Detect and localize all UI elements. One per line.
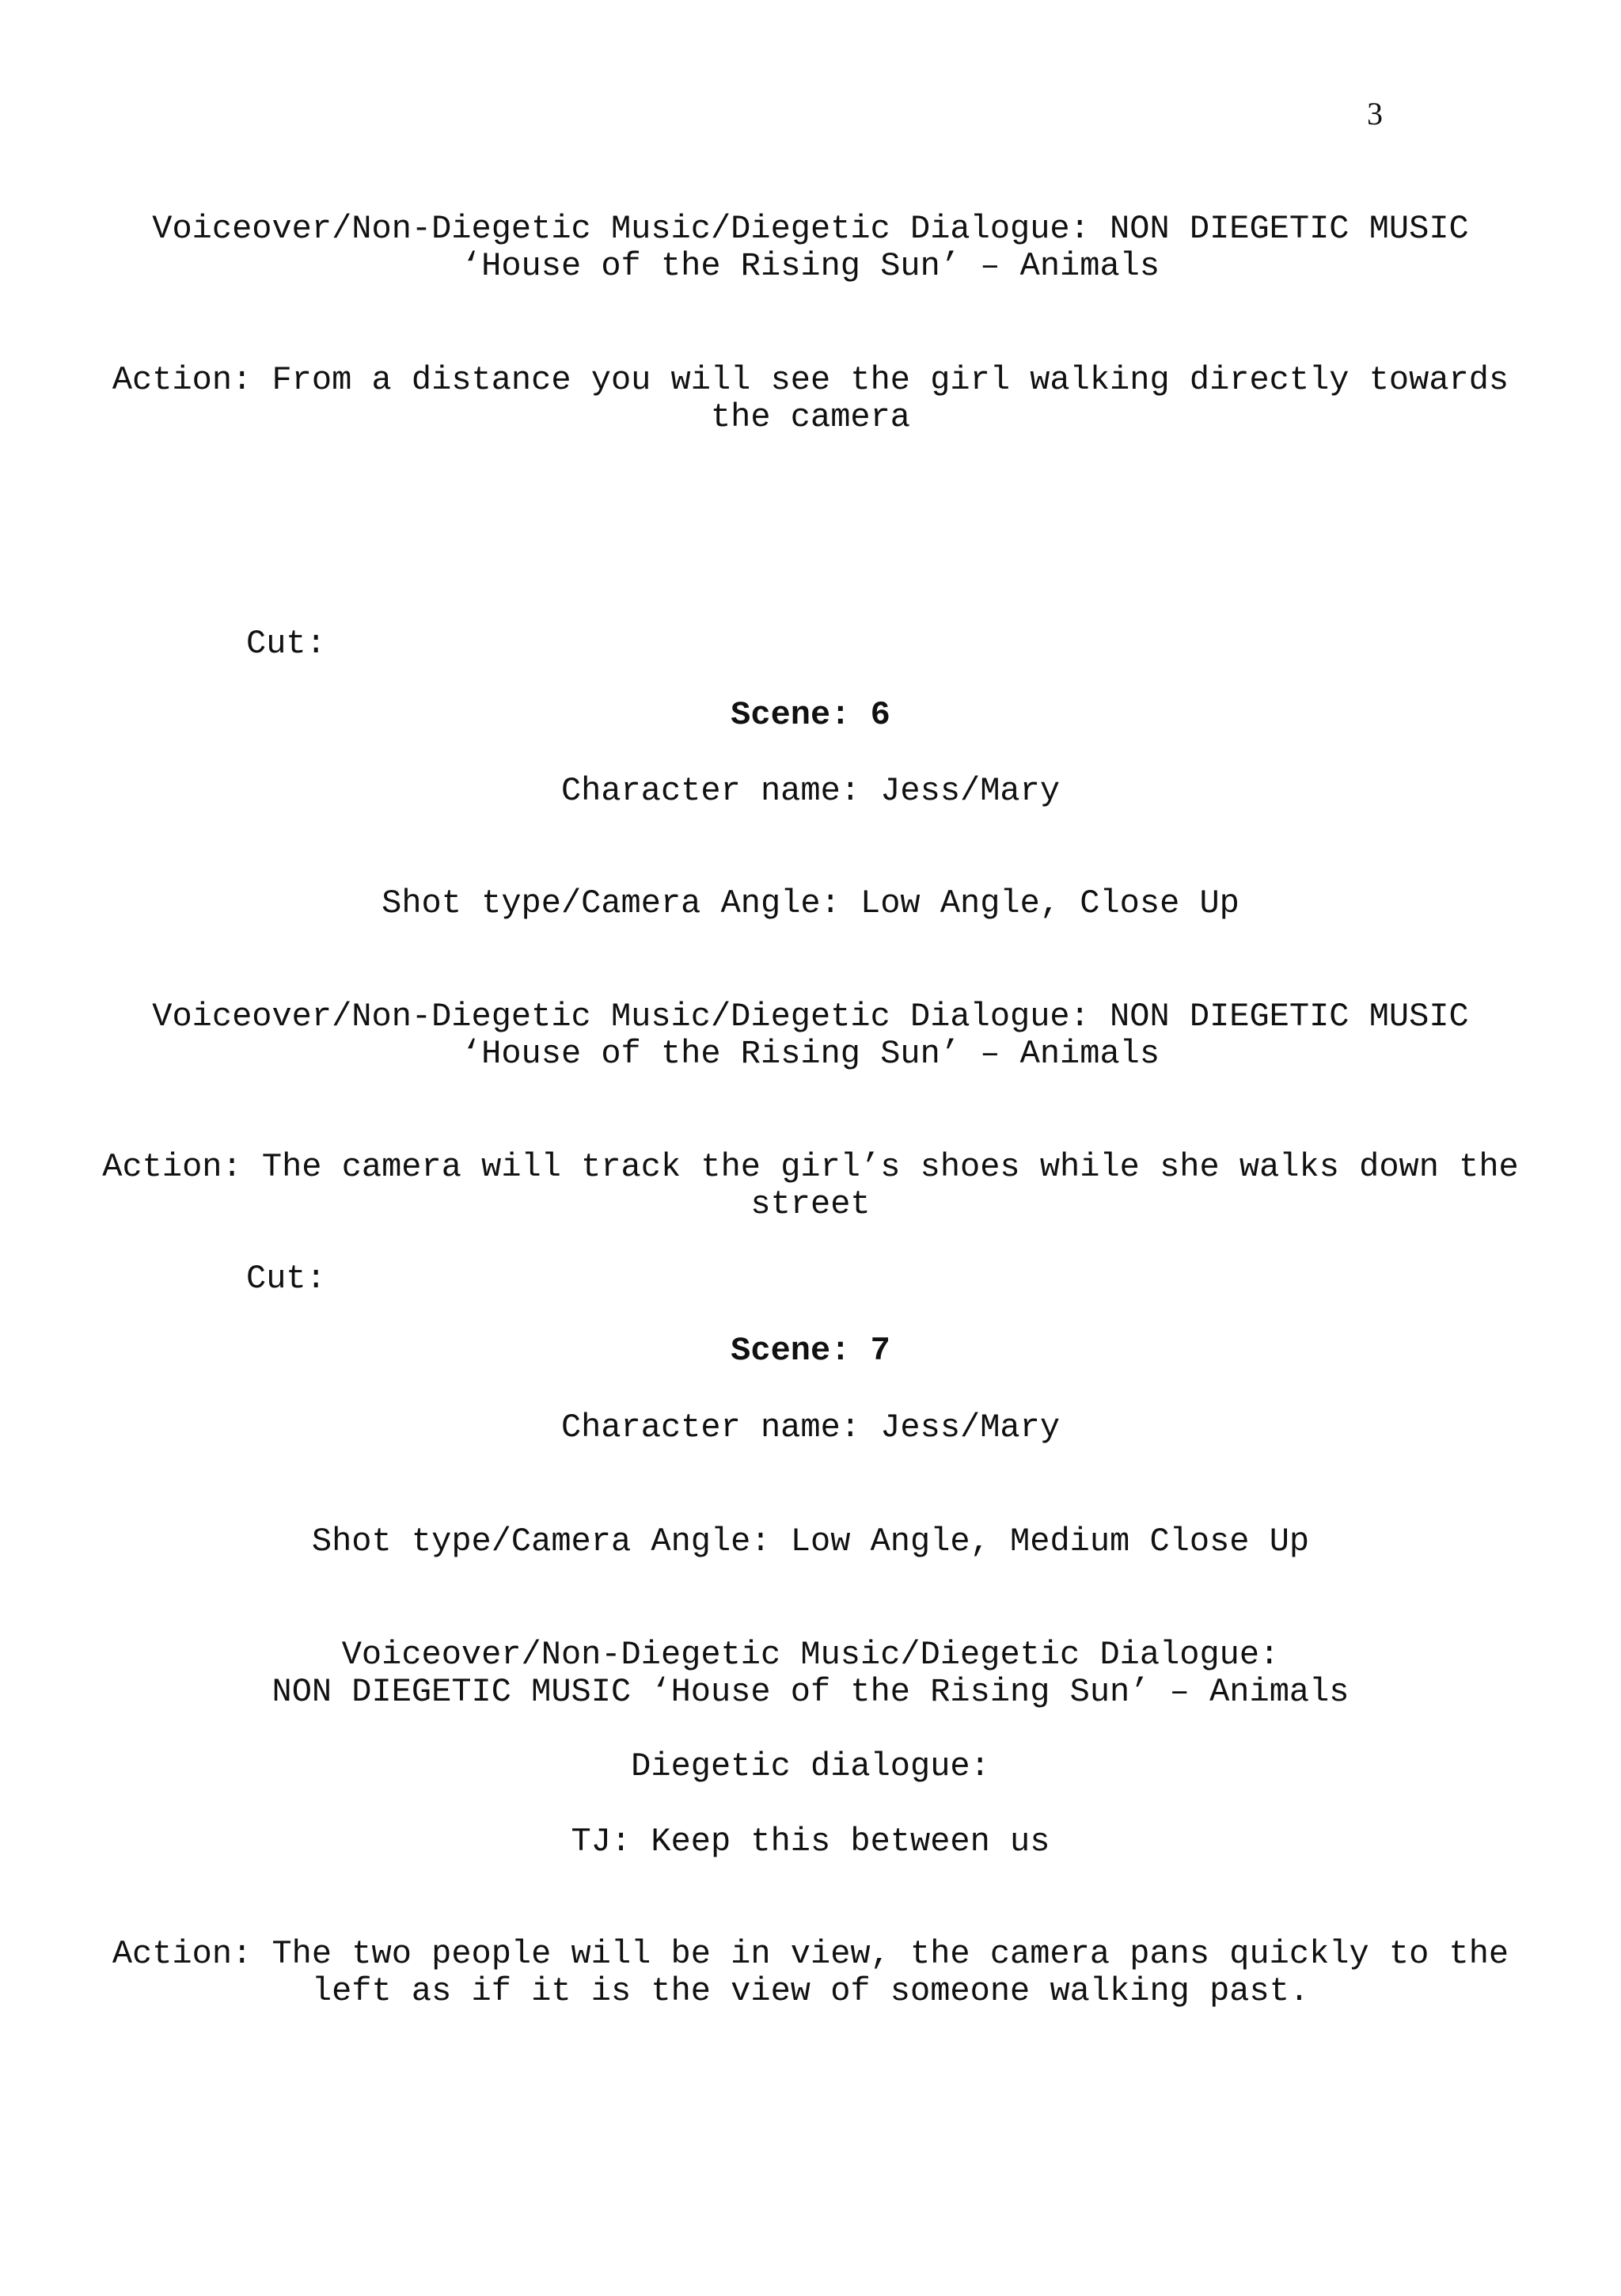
action-line: the camera (710, 398, 911, 436)
shot-type: Shot type/Camera Angle: Low Angle, Close Up (382, 884, 1239, 922)
page-number: 3 (1367, 96, 1383, 131)
voiceover-line: ‘House of the Rising Sun’ – Animals (461, 1035, 1160, 1073)
character-name: Character name: Jess/Mary (560, 772, 1061, 810)
action-line: Action: The two people will be in view, the camera pans quickly to the (112, 1935, 1509, 1973)
scene-heading: Scene: 6 (731, 696, 890, 734)
action-line: street (750, 1185, 871, 1223)
cut-label: Cut: (246, 625, 326, 663)
voiceover-line: NON DIEGETIC MUSIC ‘House of the Rising Sun’ – Animals (271, 1673, 1350, 1711)
voiceover-line: Voiceover/Non-Diegetic Music/Diegetic Dialogue: NON DIEGETIC MUSIC (152, 210, 1469, 248)
voiceover-line: ‘House of the Rising Sun’ – Animals (461, 247, 1160, 285)
diegetic-dialogue-label: Diegetic dialogue: (631, 1747, 990, 1785)
shot-type: Shot type/Camera Angle: Low Angle, Medium Close Up (311, 1522, 1310, 1560)
cut-label: Cut: (246, 1260, 326, 1298)
action-line: Action: From a distance you will see the girl walking directly towards (112, 361, 1509, 399)
voiceover-line: Voiceover/Non-Diegetic Music/Diegetic Dialogue: NON DIEGETIC MUSIC (152, 998, 1469, 1036)
scene-heading: Scene: 7 (731, 1332, 890, 1370)
voiceover-line: Voiceover/Non-Diegetic Music/Diegetic Dialogue: (341, 1636, 1280, 1674)
dialogue-line: TJ: Keep this between us (571, 1823, 1050, 1861)
action-line: left as if it is the view of someone walking past. (311, 1972, 1310, 2010)
action-line: Action: The camera will track the girl’s shoes while she walks down the (102, 1148, 1519, 1186)
character-name: Character name: Jess/Mary (560, 1408, 1061, 1446)
